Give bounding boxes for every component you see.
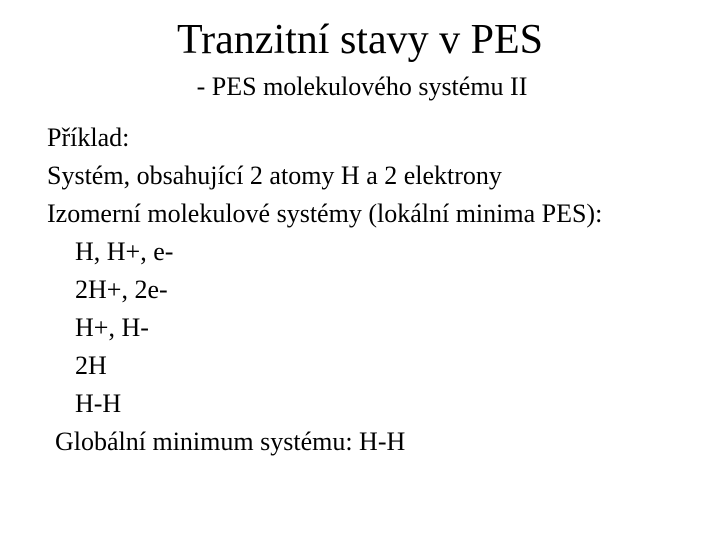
isomers-heading: Izomerní molekulové systémy (lokální minima PES): [47,199,603,228]
example-heading: Příklad: [47,123,130,152]
slide-title: Tranzitní stavy v PES [177,17,543,63]
isomer-item: H-H [75,389,122,418]
isomer-item: 2H [75,351,107,380]
isomer-item: H, H+, e- [75,237,174,266]
system-description: Systém, obsahující 2 atomy H a 2 elektrony [47,161,502,190]
global-minimum: Globální minimum systému: H-H [55,427,406,456]
slide-body [47,119,707,461]
isomer-item: 2H+, 2e- [75,275,168,304]
slide-subtitle: - PES molekulového systému II [196,72,528,101]
isomer-item: H+, H- [75,313,149,342]
